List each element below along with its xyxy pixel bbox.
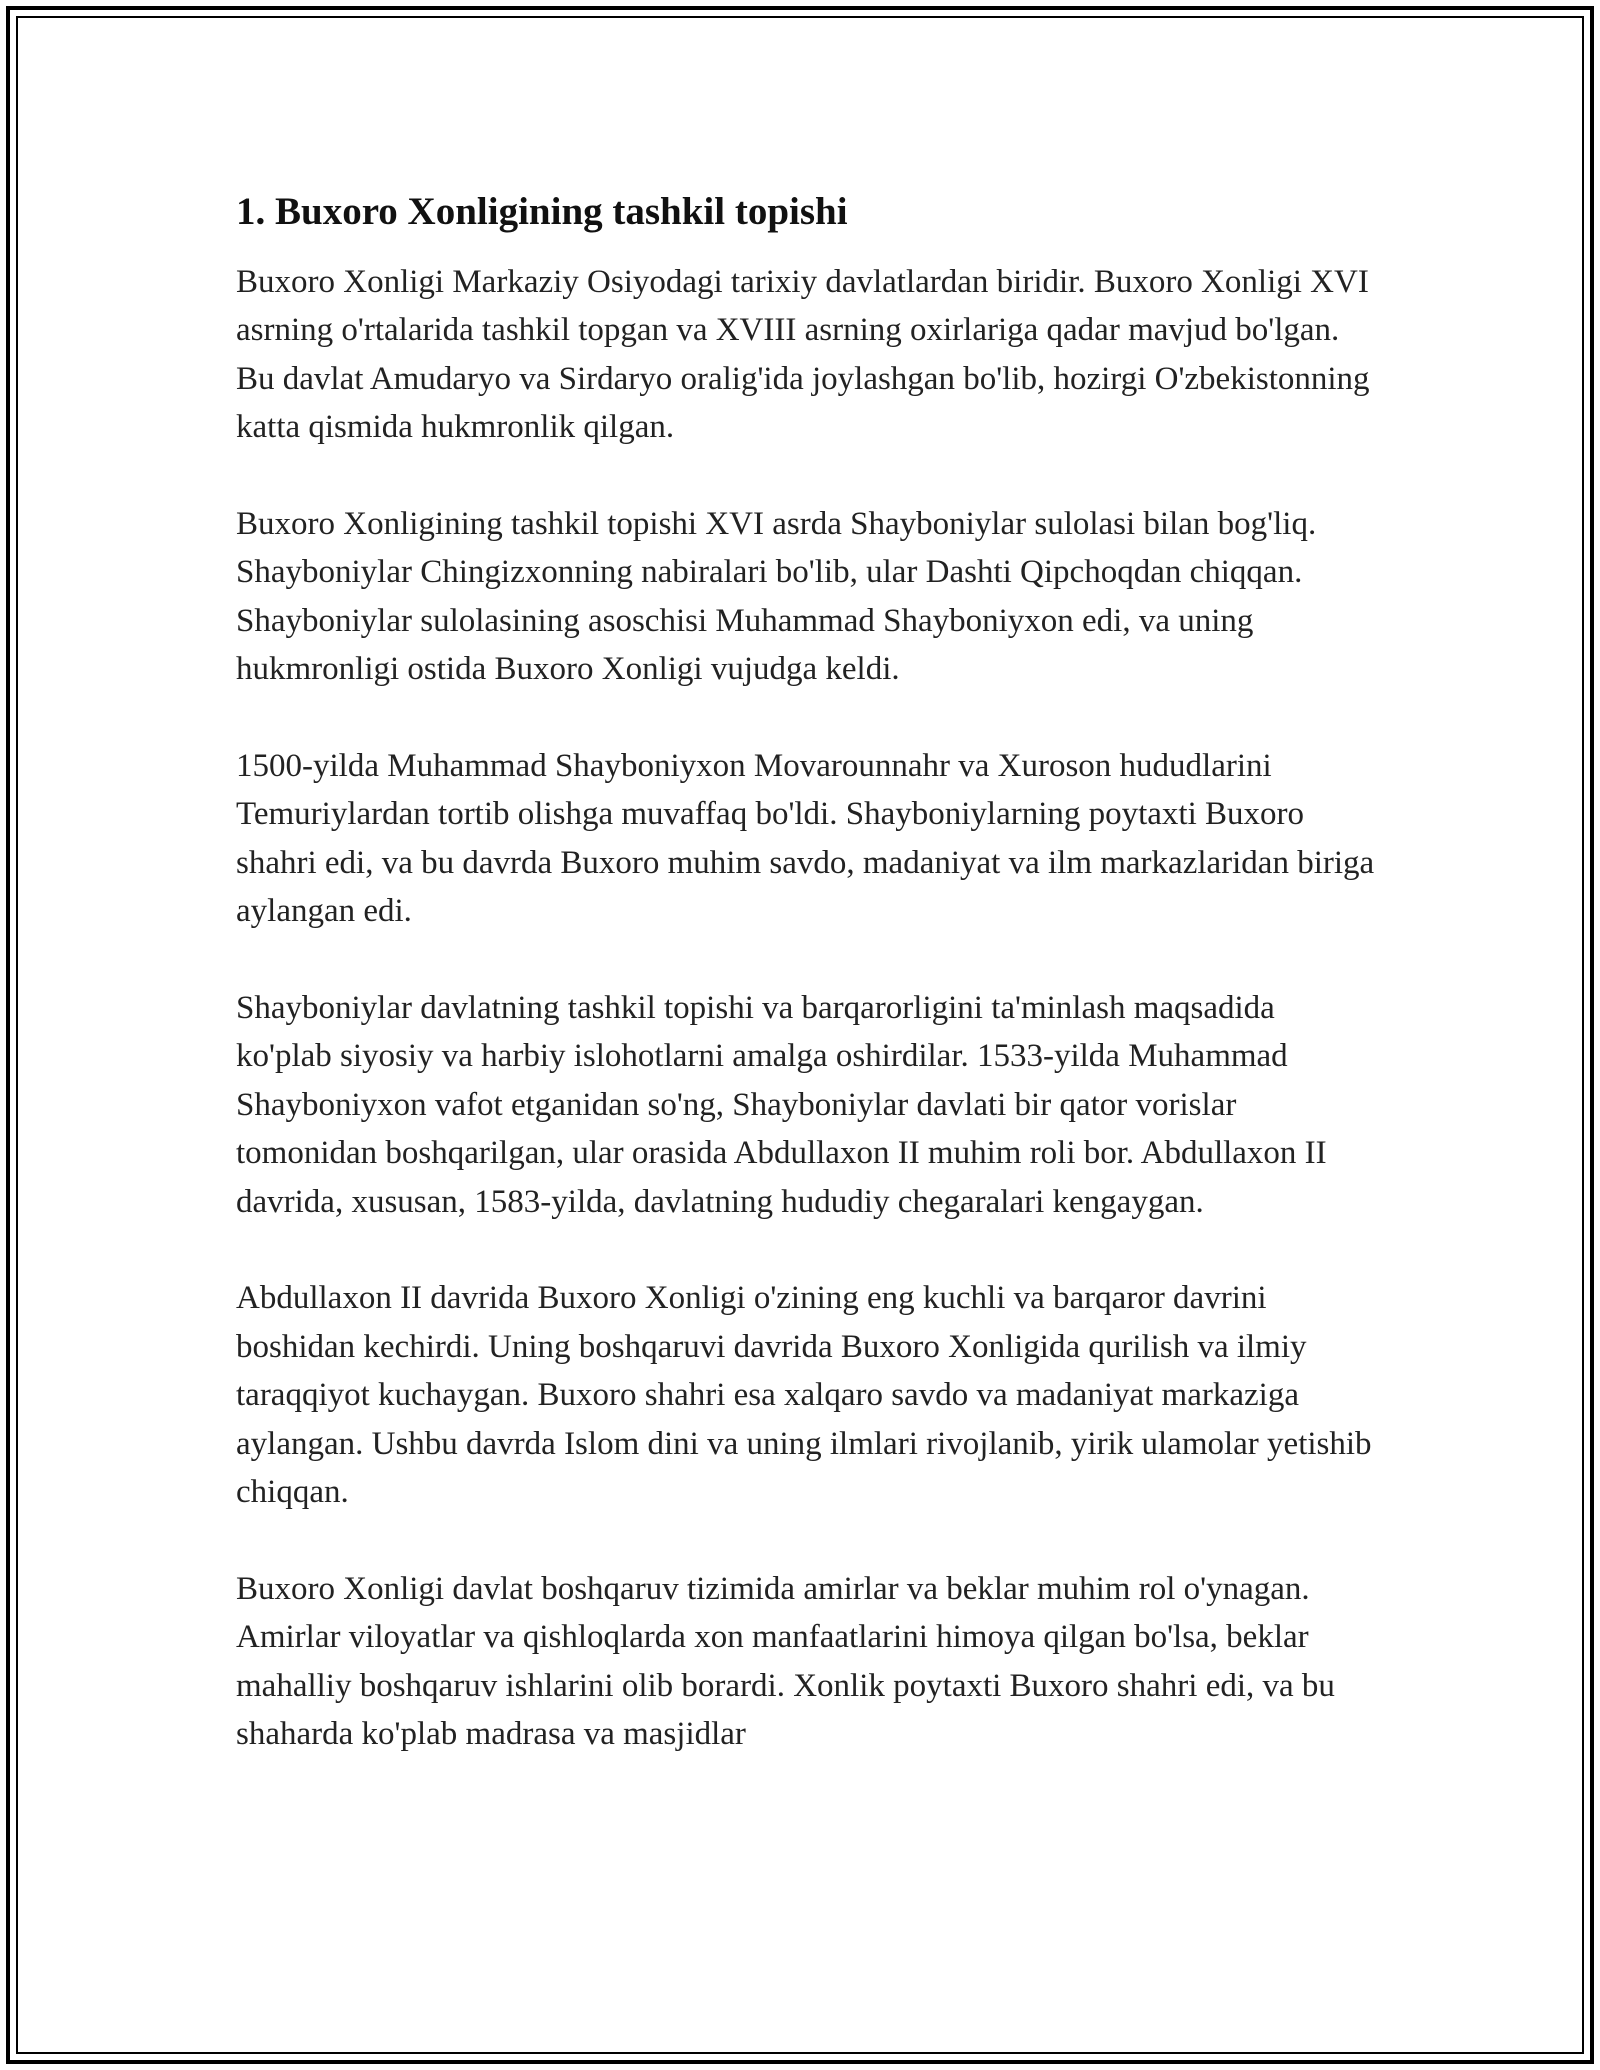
paragraph: Shayboniylar davlatning tashkil topishi va barqarorligini ta'minlash maqsadida ko'plab siyosiy va harbiy islohotlarni amalga oshirdilar. 1533-yilda Muhammad Shayboniyxon vafot etganidan so'ng, Shayboniylar davlati bir qator vorislar tomonidan boshqarilgan, ular orasida Abdullaxon II muhim roli bor. Abdullaxon II davrida, xususan, 1583-yilda, davlatning hududiy chegaralari kengaygan. [236, 990, 1327, 1220]
paragraph: Buxoro Xonligining tashkil topishi XVI asrda Shayboniylar sulolasi bilan bog'liq. Shayboniylar Chingizxonning nabiralari bo'lib, ular Dashti Qipchoqdan chiqqan. Shayboniylar sulolasining asoschisi Muhammad Shayboniyxon edi, va uning hukmronligi ostida Buxoro Xonligi vujudga keldi. [236, 506, 1317, 688]
paragraph: 1500-yilda Muhammad Shayboniyxon Movarounnahr va Xuroson hududlarini Temuriylardan tortib olishga muvaffaq bo'ldi. Shayboniylarning poytaxti Buxoro shahri edi, va bu davrda Buxoro muhim savdo, madaniyat va ilm markazlaridan biriga aylangan edi. [236, 748, 1375, 930]
section-heading: 1. Buxoro Xonligining tashkil topishi [236, 190, 848, 233]
document-body [236, 186, 1376, 1807]
paragraph: Buxoro Xonligi Markaziy Osiyodagi tarixiy davlatlardan biridir. Buxoro Xonligi XVI asrning o'rtalarida tashkil topgan va XVIII asrning oxirlariga qadar mavjud bo'lgan. Bu davlat Amudaryo va Sirdaryo oralig'ida joylashgan bo'lib, hozirgi O'zbekistonning katta qismida hukmronlik qilgan. [236, 264, 1370, 446]
paragraph: Buxoro Xonligi davlat boshqaruv tizimida amirlar va beklar muhim rol o'ynagan. Amirlar viloyatlar va qishloqlarda xon manfaatlarini himoya qilgan bo'lsa, beklar mahalliy boshqaruv ishlarini olib borardi. Xonlik poytaxti Buxoro shahri edi, va bu shaharda ko'plab madrasa va masjidlar [236, 1570, 1335, 1753]
paragraph: Abdullaxon II davrida Buxoro Xonligi o'zining eng kuchli va barqaror davrini boshidan kechirdi. Uning boshqaruvi davrida Buxoro Xonligida qurilish va ilmiy taraqqiyot kuchaygan. Buxoro shahri esa xalqaro savdo va madaniyat markaziga aylangan. Ushbu davrda Islom dini va uning ilmlari rivojlanib, yirik ulamolar yetishib chiqqan. [236, 1280, 1372, 1511]
